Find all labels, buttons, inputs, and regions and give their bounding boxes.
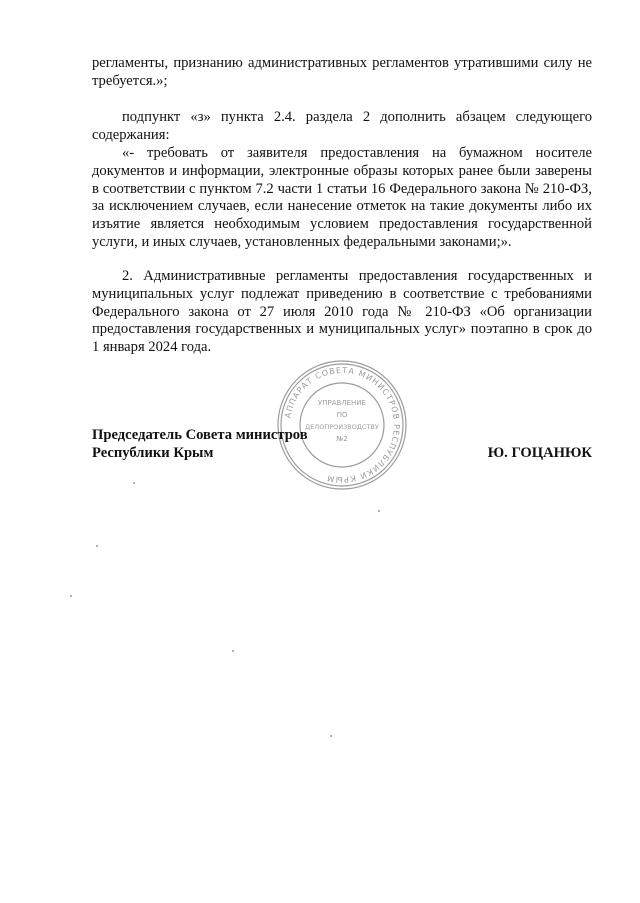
paragraph-subpoint-z: подпункт «з» пункта 2.4. раздела 2 дополнить абзацем следующего содержания: — [92, 109, 592, 143]
signature-title-line1: Председатель Совета министров — [92, 427, 308, 443]
stamp-inner-line4: №2 — [336, 435, 348, 443]
scan-speck — [378, 510, 380, 512]
scan-speck — [70, 595, 72, 597]
signature-name: Ю. ГОЦАНЮК — [487, 445, 592, 461]
signature-title-line2: Республики Крым — [92, 445, 214, 461]
stamp-inner-line3: ДЕЛОПРОИЗВОДСТВУ — [305, 423, 379, 431]
scan-speck — [232, 650, 234, 652]
scan-speck — [133, 482, 135, 484]
official-stamp — [272, 355, 412, 495]
paragraph-requirement-quote: «- требовать от заявителя предоставления на бумажном носителе документов и информации, электронные образы которых ранее были заверены в соответствии с пунктом 7.2 части 1 статьи 16 Федерального закона № 210-ФЗ, за исключением случаев, если нанесение отметок на такие документы либо их изъятие является необходимым условием предоставления государственной услуги, и иных случаев, установленных федеральными законами;». — [92, 145, 592, 250]
paragraph-item-2: 2. Административные регламенты предоставления государственных и муниципальных услуг подлежат приведению в соответствие с требованиями Федерального закона от 27 июля 2010 года № 210-ФЗ «Об организации предоставления государственных и муниципальных услуг» поэтапно в срок до 1 января 2024 года. — [92, 268, 592, 356]
stamp-inner-line2: ПО — [336, 411, 348, 419]
stamp-inner-line1: УПРАВЛЕНИЕ — [318, 399, 366, 407]
scan-speck — [96, 545, 98, 547]
scan-speck — [330, 735, 332, 737]
stamp-outer-text: АППАРАТ СОВЕТА МИНИСТРОВ РЕСПУБЛИКИ КРЫМ — [283, 365, 402, 485]
paragraph-regulations-end: регламенты, признанию административных регламентов утратившими силу не требуется.»; — [92, 55, 592, 89]
